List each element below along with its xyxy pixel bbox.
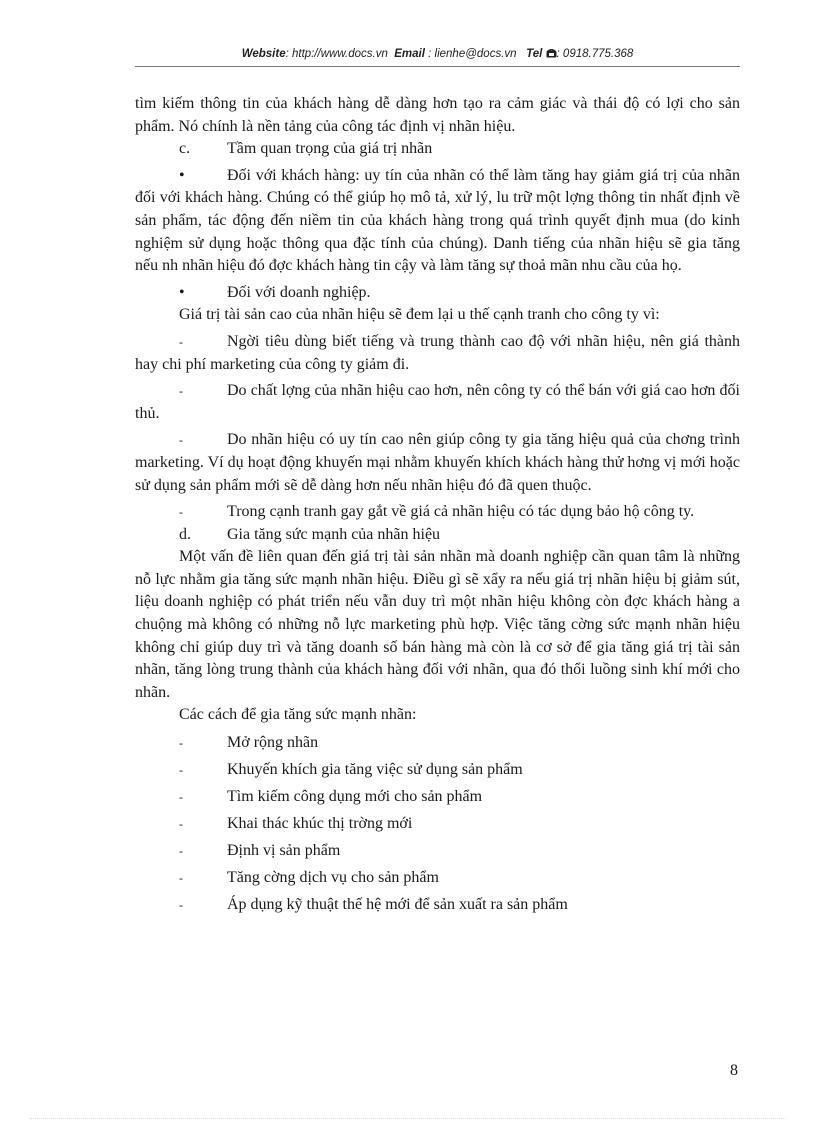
dash-marker: - xyxy=(179,871,183,885)
list-item xyxy=(135,867,740,890)
dash-marker: - xyxy=(179,898,183,913)
dash-text: Trong cạnh tranh gay gắt về giá cả nhãn hiệu có tác dụng bảo hộ công ty. xyxy=(227,503,695,521)
paragraph: tìm kiếm thông tin của khách hàng dễ dàng hơn tạo ra cảm giác và thái độ có lợi cho sản phẩm. Nó chính là nền tảng của công tác định vị nhãn hiệu. xyxy=(135,95,740,135)
list-item-text: Khuyến khích gia tăng việc sử dụng sản phẩm xyxy=(227,760,523,778)
list-item-text: Áp dụng kỹ thuật thế hệ mới để sản xuất ra sản phẩm xyxy=(227,896,568,914)
list-item xyxy=(135,813,740,836)
section-heading-d xyxy=(135,524,740,547)
list-item-text: Tăng cờng dịch vụ cho sản phẩm xyxy=(227,869,439,886)
list-item xyxy=(135,786,740,809)
email-label: Email xyxy=(394,48,425,60)
dash-paragraph xyxy=(135,331,740,376)
list-item-text: Khai thác khúc thị trờng mới xyxy=(227,814,413,832)
footer-rule xyxy=(30,1118,786,1119)
tel-label: Tel xyxy=(526,48,543,60)
website-value: : http://www.docs.vn xyxy=(285,48,388,60)
dash-marker: - xyxy=(179,789,183,804)
dash-marker: - xyxy=(179,433,183,448)
bullet-text: Đối với doanh nghiệp. xyxy=(227,283,371,301)
dash-text: Do chất lợng của nhãn hiệu cao hơn, nên công ty có thể bán với giá cao hơn đối thủ. xyxy=(135,382,740,422)
bullet-icon: • xyxy=(179,283,185,301)
page-header xyxy=(135,48,740,60)
strategy-list xyxy=(135,732,740,917)
list-item xyxy=(135,894,740,917)
section-marker: d. xyxy=(179,525,191,543)
dash-marker: - xyxy=(179,384,183,399)
dash-marker: - xyxy=(179,762,183,777)
bullet-paragraph xyxy=(135,282,740,305)
list-item xyxy=(135,759,740,782)
document-body xyxy=(135,93,740,917)
paragraph: Giá trị tài sản cao của nhãn hiệu sẽ đem lại u thế cạnh tranh cho công ty vì: xyxy=(179,306,660,324)
dash-marker: - xyxy=(179,505,183,520)
section-heading-c xyxy=(135,138,740,161)
website-label: Website xyxy=(241,48,286,60)
page-number: 8 xyxy=(730,1062,738,1079)
dash-marker: - xyxy=(179,735,183,750)
dash-paragraph xyxy=(135,380,740,425)
section-title: Tầm quan trọng của giá trị nhãn xyxy=(227,140,433,158)
dash-marker: - xyxy=(179,816,183,831)
section-title: Gia tăng sức mạnh của nhãn hiệu xyxy=(227,525,441,543)
dash-paragraph xyxy=(135,429,740,497)
paragraph: Một vấn đề liên quan đến giá trị tài sản nhãn mà doanh nghiệp cần quan tâm là những nỗ lực nhằm gia tăng sức mạnh nhãn hiệu. Điều gì sẽ xẩy ra nếu giá trị nhãn hiệu bị giảm sút, liệu doanh nghiệp có phát triển nếu vẫn duy trì một nhãn hiệu không còn đợc khách hàng a chuộng mà không có những nỗ lực marketing phù hợp. Việc tăng cờng sức mạnh nhãn hiệu không chỉ giúp duy trì và tăng doanh số bán hàng mà còn là cơ sở để gia tăng giá trị tài sản nhãn, tăng lòng trung thành của khách hàng đối với nhãn, qua đó thổi luồng sinh khí mới cho nhãn. xyxy=(135,548,740,701)
list-item-text: Tìm kiếm công dụng mới cho sản phẩm xyxy=(227,787,483,805)
list-item-text: Định vị sản phẩm xyxy=(227,841,341,859)
header-rule xyxy=(135,66,740,67)
list-item xyxy=(135,840,740,863)
email-value: : lienhe@docs.vn xyxy=(428,48,517,60)
bullet-text: Đối với khách hàng: uy tín của nhãn có thể làm tăng hay giảm giá trị của nhãn đối với khách hàng. Chúng có thể giúp họ mô tả, xử lý, lu trữ một lợng thông tin nhất định về sản phẩm, tác động đến niềm tin của khách hàng trong quá trình quyết định mua (do kinh nghiệm sử dụng hoặc thông qua đặc tính của chúng). Danh tiếng của nhãn hiệu sẽ gia tăng nếu nh nhãn hiệu đó đợc khách hàng tin cậy và làm tăng sự thoả mãn nhu cầu của họ. xyxy=(135,166,740,275)
dash-text: Do nhãn hiệu có uy tín cao nên giúp công ty gia tăng hiệu quả của chơng trình marketing. Ví dụ hoạt động khuyến mại nhằm khuyến khích khách hàng thử hơng vị mới hoặc sử dụng sản phẩm mới sẽ dễ dàng hơn nếu nhãn hiệu đó đã quen thuộc. xyxy=(135,431,740,494)
phone-icon xyxy=(546,48,557,58)
bullet-paragraph xyxy=(135,165,740,278)
dash-marker: - xyxy=(179,334,183,349)
paragraph: Các cách để gia tăng sức mạnh nhãn: xyxy=(179,706,417,724)
section-marker: c. xyxy=(179,140,191,158)
dash-paragraph xyxy=(135,501,740,524)
dash-marker: - xyxy=(179,843,183,858)
dash-text: Ngời tiêu dùng biết tiếng và trung thành cao độ với nhãn hiệu, nên giá thành hay chi phí marketing của công ty giảm đi. xyxy=(135,332,740,373)
list-item xyxy=(135,732,740,755)
tel-value: : 0918.775.368 xyxy=(556,48,634,60)
list-item-text: Mở rộng nhãn xyxy=(227,733,319,751)
bullet-icon: • xyxy=(179,166,185,184)
